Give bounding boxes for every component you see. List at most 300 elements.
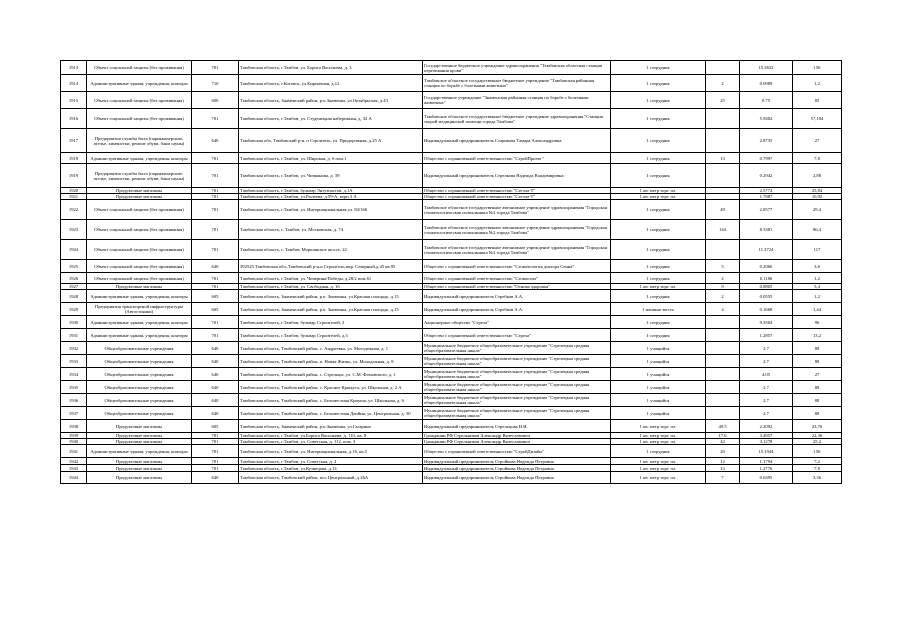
unit-count-cell: 9 [706,284,740,290]
object-address-cell: Тамбовская обл, Тамбовский р-н, п Строитель, ул. Придорожная, д.25 А [239,129,423,153]
object-type-cell: Объект социальной защиты (без проживания) [87,240,192,260]
object-type-cell: Продуктовые магазины [87,284,192,290]
object-address-cell: 392525 Тамбовская обл.,Тамбовский р-н,п.Строитель,мкр. Северный,д.45 кв.95 [239,260,423,273]
object-type-cell: Административные здания, учреждения, конторы [87,445,192,458]
row-number-cell: 1922 [61,200,87,220]
calculation-unit-cell: 1 сотрудник [611,92,706,109]
table-row [61,303,842,316]
object-type-cell: Предприятия транспортной инфраструктуры (Автостоянки) [87,303,192,316]
table-row [61,200,842,220]
table-row [61,273,842,284]
annual-volume-cell: 0.7997 [740,153,793,164]
annual-volume-cell: 2.8735 [740,129,793,153]
object-type-cell: Продуктовые магазины [87,188,192,194]
norm-value-cell: 88 [793,407,842,420]
norm-value-cell: 88 [793,381,842,394]
organization-name-cell: Общество с ограниченной ответственностью "Стелла-Т" [423,194,611,200]
object-address-cell: Тамбовская область, г.Тамбов, ул. Советская, д. 112, пом. 3 [239,439,423,445]
table-row [61,153,842,164]
norm-value-cell: 1,44 [793,303,842,316]
object-type-cell: Объект социальной защиты (без проживания) [87,220,192,240]
object-address-cell: Тамбовская область, г.Тамбов, бульвар Энтузиастов, д.1А [239,188,423,194]
organization-name-cell: Муниципальное бюджетное общеобразовательное учреждение "Стрелецкая средняя общеобразовательная школа" [423,407,611,420]
organization-name-cell: Индивидуальный предприниматель Стройкова Надежда Петровна [423,472,611,484]
unit-count-cell: 25 [706,92,740,109]
row-number-cell: 1944 [61,472,87,484]
object-address-cell: Тамбовская область, г.Тамбов, ул. Бориса Васильева, д. 3 [239,61,423,75]
annual-volume-cell: 15.1944 [740,445,793,458]
okato-code-cell: 640 [192,381,239,394]
object-address-cell: Тамбовская область, г.Тамбов, ул.Кузнецова, д.13 [239,465,423,472]
okato-code-cell: 701 [192,458,239,465]
unit-count-cell: 4 [706,303,740,316]
calculation-unit-cell: 1 сотрудник [611,329,706,342]
annual-volume-cell: 5.9402 [740,109,793,129]
calculation-unit-cell: 1 учащийся [611,394,706,407]
norm-value-cell: 7,8 [793,465,842,472]
calculation-unit-cell: 1 кв. метр торг. пл. [611,472,706,484]
object-type-cell: Объект социальной защиты (без проживания) [87,260,192,273]
unit-count-cell [706,316,740,329]
norm-value-cell: 10,92 [793,194,842,200]
annual-volume-cell: 2.7 [740,342,793,355]
organization-name-cell: Общество с ограниченной ответственностью "Основа здоровья" [423,284,611,290]
okato-code-cell: 701 [192,316,239,329]
norm-value-cell: 27 [793,368,842,381]
registry-rows [61,61,842,484]
object-address-cell: Тамбовская область, Знаменский район, р.п. Знаменка, ул.Красная площадь, д.15 [239,290,423,303]
object-address-cell: Тамбовская область, г.Тамбов, ул. Интернациональная ул. 84/166 [239,200,423,220]
object-type-cell: Предприятия службы быта (парикмахерские, ателье, химчистки, ремонт обуви, бани сауны) [87,164,192,188]
object-address-cell: Тамбовская область, Тамбовский район, пос.Центральный, д.26А [239,472,423,484]
object-address-cell: Тамбовская область, г.Тамбов, ул. Студенецкая набережная, д. 32 А [239,109,423,129]
object-type-cell: Административные здания, учреждения, конторы [87,316,192,329]
calculation-unit-cell: 1 сотрудник [611,153,706,164]
norm-value-cell: 85 [793,92,842,109]
row-number-cell: 1933 [61,355,87,368]
table-row [61,220,842,240]
unit-count-cell [706,342,740,355]
norm-value-cell: 13,2 [793,329,842,342]
row-number-cell: 1937 [61,407,87,420]
unit-count-cell [706,381,740,394]
annual-volume-cell: 1.2857 [740,329,793,342]
table-row [61,329,842,342]
unit-count-cell: 2 [706,75,740,92]
table-row [61,129,842,153]
okato-code-cell: 701 [192,445,239,458]
annual-volume-cell: 1.1794 [740,458,793,465]
norm-value-cell: 29,4 [793,200,842,220]
okato-code-cell: 701 [192,153,239,164]
calculation-unit-cell: 1 сотрудник [611,220,706,240]
object-address-cell: Тамбовская область, Тамбовский район, с. Беломестная Криуша, ул. Школьная, д. 6 [239,394,423,407]
table-row [61,92,842,109]
annual-volume-cell: 2.7 [740,394,793,407]
norm-value-cell: 156 [793,61,842,75]
row-number-cell: 1923 [61,220,87,240]
okato-code-cell: 710 [192,75,239,92]
organization-name-cell: Индивидуальный предприниматель Стройкова Надежда Петровна [423,458,611,465]
okato-code-cell: 605 [192,303,239,316]
annual-volume-cell: 3.4957 [740,433,793,439]
norm-value-cell: 88 [793,342,842,355]
object-address-cell: Тамбовская область, Знаменский район, р.п. Знаменка, ул.Красная площадь, д.15 [239,303,423,316]
annual-volume-cell: 0.2942 [740,164,793,188]
organization-name-cell: Индивидуальный предприниматель Стройкова Надежда Петровна [423,465,611,472]
table-row [61,465,842,472]
object-address-cell: Тамбовская область, Знаменский район, р.п.Знаменка, ул.Октябрьская, д.43 [239,92,423,109]
object-address-cell: Тамбовская область, Тамбовский район, с. Беломестная Двойня, ул. Центральная, д. 50 [239,407,423,420]
okato-code-cell: 701 [192,329,239,342]
organization-name-cell: Муниципальное бюджетное общеобразовательное учреждение "Стрелецкая средняя общеобразовательная школа" [423,368,611,381]
okato-code-cell: 701 [192,240,239,260]
object-address-cell: Тамбовская область, г. Тамбов, ул. Московская, д. 74 [239,220,423,240]
object-address-cell: Тамбовская область, г.Тамбов, ул. Чичканова, д. 39 [239,164,423,188]
unit-count-cell [706,394,740,407]
row-number-cell: 1942 [61,458,87,465]
object-type-cell: Продуктовые магазины [87,458,192,465]
norm-value-cell: 117 [793,240,842,260]
object-address-cell: Тамбовская область, Знаменский район, р.п.Знаменка, ул.Гагарина [239,420,423,433]
object-type-cell: Общеобразовательные учреждения [87,368,192,381]
calculation-unit-cell: 1 сотрудник [611,290,706,303]
table-row [61,472,842,484]
norm-value-cell: 25,84 [793,188,842,194]
organization-name-cell: Муниципальное бюджетное общеобразовательное учреждение "Стрелецкая средняя общеобразовательная школа" [423,394,611,407]
calculation-unit-cell: 1 учащийся [611,368,706,381]
organization-name-cell: Общество с ограниченной ответственностью "СтройПроект" [423,153,611,164]
registry-sheet [60,60,841,484]
annual-volume-cell: 0.1668 [740,303,793,316]
norm-value-cell: 88 [793,355,842,368]
annual-volume-cell: 11.3724 [740,240,793,260]
object-address-cell: Тамбовская область, г.Тамбов, ул. Свободная, д. 16 [239,284,423,290]
row-number-cell: 1936 [61,394,87,407]
row-number-cell: 1943 [61,465,87,472]
row-number-cell: 1925 [61,260,87,273]
annual-volume-cell: 1.7887 [740,194,793,200]
object-address-cell: Тамбовская область, г.Тамбов, ул.Бориса Васильева, д. 110, кв. 8 [239,433,423,439]
okato-code-cell: 701 [192,188,239,194]
object-type-cell: Общеобразовательные учреждения [87,355,192,368]
okato-code-cell: 701 [192,194,239,200]
object-type-cell: Объект социальной защиты (без проживания) [87,61,192,75]
norm-value-cell: 22,36 [793,433,842,439]
annual-volume-cell: 2.2092 [740,420,793,433]
object-address-cell: Тамбовская область, г.Тамбов, бульвар Строителей, д.3 [239,329,423,342]
object-type-cell: Продуктовые магазины [87,194,192,200]
table-row [61,75,842,92]
annual-volume-cell: 2.8577 [740,200,793,220]
unit-count-cell [706,355,740,368]
organization-name-cell: Общество с ограниченной ответственностью "Стелла-Т" [423,188,611,194]
okato-code-cell: 640 [192,129,239,153]
norm-value-cell: 1,2 [793,273,842,284]
unit-count-cell [706,329,740,342]
okato-code-cell: 701 [192,284,239,290]
organization-name-cell: Тамбовское областное государственное автономное учреждение здравоохранения "Городская стоматологическая поликлиника №2 города Тамбова" [423,200,611,220]
okato-code-cell: 640 [192,472,239,484]
object-address-cell: Тамбовская область, г.Тамбов, ул. Чичерина/Победы, д.28/2 пом.61 [239,273,423,284]
norm-value-cell: 88 [793,394,842,407]
row-number-cell: 1924 [61,240,87,260]
annual-volume-cell: 8.3381 [740,220,793,240]
okato-code-cell: 701 [192,439,239,445]
object-type-cell: Объект социальной защиты (без проживания) [87,109,192,129]
object-type-cell: Административные здания, учреждения, конторы [87,329,192,342]
unit-count-cell [706,109,740,129]
organization-name-cell: Индивидуальный предприниматель Стребков А.А. [423,290,611,303]
norm-value-cell: 25,2 [793,439,842,445]
norm-value-cell: 1,2 [793,75,842,92]
table-row [61,109,842,129]
norm-value-cell: 86,4 [793,220,842,240]
object-type-cell: Продуктовые магазины [87,433,192,439]
unit-count-cell [706,129,740,153]
object-type-cell: Продуктовые магазины [87,439,192,445]
row-number-cell: 1931 [61,329,87,342]
object-address-cell: Тамбовская область, г. Тамбов, Моршанское шоссе, 22 [239,240,423,260]
calculation-unit-cell: 1 кв. метр торг. пл. [611,188,706,194]
okato-code-cell: 640 [192,368,239,381]
object-address-cell: Тамбовская область, Тамбовский район, с. Красное Кршкута, ул. Школьная, д. 2 А [239,381,423,394]
unit-count-cell [706,368,740,381]
unit-count-cell: 2 [706,273,740,284]
okato-code-cell: 640 [192,394,239,407]
row-number-cell: 1918 [61,153,87,164]
row-number-cell: 1917 [61,129,87,153]
unit-count-cell [706,164,740,188]
okato-code-cell: 701 [192,200,239,220]
object-type-cell: Административные здания, учреждения, конторы [87,290,192,303]
object-type-cell: Общеобразовательные учреждения [87,394,192,407]
organization-name-cell: Тамбовское областное государственное бюджетное учреждение "Тамбовская районная станция по борьбе с болезнями животных" [423,75,611,92]
unit-count-cell [706,407,740,420]
calculation-unit-cell: 1 сотрудник [611,240,706,260]
okato-code-cell: 701 [192,164,239,188]
object-type-cell: Объект социальной защиты (без проживания) [87,200,192,220]
unit-count-cell: 20 [706,445,740,458]
norm-value-cell: 3,6 [793,260,842,273]
calculation-unit-cell: 1 учащийся [611,355,706,368]
calculation-unit-cell: 1 кв. метр торг. пл. [611,194,706,200]
organization-name-cell: Общество с ограниченной ответственностью "Стрела" [423,329,611,342]
unit-count-cell: 13 [706,465,740,472]
calculation-unit-cell: 1 сотрудник [611,164,706,188]
annual-volume-cell: 2.7 [740,381,793,394]
unit-count-cell: 13 [706,153,740,164]
table-row [61,290,842,303]
organization-name-cell: Акционерное общество "Стрела" [423,316,611,329]
calculation-unit-cell: 1 сотрудник [611,273,706,284]
organization-name-cell: Муниципальное бюджетное общеобразовательное учреждение "Стрелецкая средняя общеобразовательная школа" [423,355,611,368]
unit-count-cell [706,240,740,260]
calculation-unit-cell: 1 учащийся [611,342,706,355]
unit-count-cell [706,61,740,75]
calculation-unit-cell: 1 кв. метр торг. пл. [611,465,706,472]
calculation-unit-cell: 1 кв. метр торг. пл. [611,433,706,439]
calculation-unit-cell: 1 машино-место [611,303,706,316]
okato-code-cell: 701 [192,109,239,129]
object-address-cell: Тамбовская область, Тамбовский район, с. Андреевка, ул. Молодежная, д. 1 [239,342,423,355]
row-number-cell: 1941 [61,445,87,458]
organization-name-cell: Гражданин РФ Стрельников Александр Вячеславович [423,433,611,439]
annual-volume-cell: 9.3504 [740,316,793,329]
calculation-unit-cell: 1 сотрудник [611,200,706,220]
annual-volume-cell: 0.1186 [740,273,793,284]
object-type-cell: Административные здания, учреждения, конторы [87,153,192,164]
unit-count-cell: 12 [706,458,740,465]
calculation-unit-cell: 1 сотрудник [611,61,706,75]
table-row [61,445,842,458]
table-row [61,355,842,368]
unit-count-cell: 5 [706,260,740,273]
object-address-cell: Тамбовская область, г.Тамбов, ул. Интернациональная, д.16, кв.5 [239,445,423,458]
table-row [61,240,842,260]
organization-name-cell: Гражданин РФ Стрельников Александр Вячеславович [423,439,611,445]
organization-name-cell: Индивидуальный предприниматель Стребков А.А. [423,303,611,316]
row-number-cell: 1929 [61,303,87,316]
table-row [61,316,842,329]
okato-code-cell: 640 [192,355,239,368]
organization-name-cell: Тамбовское областное государственное автономное учреждение здравоохранения "Городская стоматологическая поликлиника №2 города Тамбова" [423,240,611,260]
annual-volume-cell: 0.6395 [740,472,793,484]
table-row [61,407,842,420]
annual-volume-cell: 2.5774 [740,188,793,194]
row-number-cell: 1927 [61,284,87,290]
unit-count-cell: 7 [706,472,740,484]
annual-volume-cell: 0.0555 [740,290,793,303]
row-number-cell: 1938 [61,420,87,433]
row-number-cell: 1928 [61,290,87,303]
organization-name-cell: Общество с ограниченной ответственностью "Стомастил" [423,273,611,284]
table-row [61,61,842,75]
norm-value-cell: 156 [793,445,842,458]
object-type-cell: Объект социальной защиты (без проживания) [87,273,192,284]
object-address-cell: Тамбовская область, г.Тамбов, ул. Советская, д. 2 [239,458,423,465]
calculation-unit-cell: 1 кв. метр торг. пл. [611,420,706,433]
row-number-cell: 1919 [61,164,87,188]
object-type-cell: Общеобразовательные учреждения [87,381,192,394]
annual-volume-cell: 1.2776 [740,465,793,472]
registry-table [60,60,842,484]
calculation-unit-cell: 1 сотрудник [611,75,706,92]
table-row [61,458,842,465]
okato-code-cell: 600 [192,92,239,109]
calculation-unit-cell: 1 сотрудник [611,316,706,329]
row-number-cell: 1932 [61,342,87,355]
okato-code-cell: 640 [192,260,239,273]
norm-value-cell: 23,76 [793,420,842,433]
row-number-cell: 1920 [61,188,87,194]
table-row [61,342,842,355]
table-row [61,381,842,394]
unit-count-cell: 49 [706,200,740,220]
object-address-cell: Тамбовская область, г.Тамбов, бульвар Строителей, 3 [239,316,423,329]
norm-value-cell: 3,36 [793,472,842,484]
calculation-unit-cell: 1 сотрудник [611,109,706,129]
annual-volume-cell: 2.7 [740,355,793,368]
table-row [61,420,842,433]
annual-volume-cell: 0.0989 [740,75,793,92]
annual-volume-cell: 0.8805 [740,284,793,290]
object-address-cell: Тамбовская область, Тамбовский район, п. Новая Жизнь, ул. Молодежная, д. 8 [239,355,423,368]
object-type-cell: Общеобразовательные учреждения [87,407,192,420]
object-type-cell: Объект социальной защиты (без проживания) [87,92,192,109]
object-type-cell: Продуктовые магазины [87,472,192,484]
object-type-cell: Общеобразовательные учреждения [87,342,192,355]
row-number-cell: 1930 [61,316,87,329]
organization-name-cell: Муниципальное бюджетное общеобразовательное учреждение "Стрелецкая средняя общеобразовательная школа" [423,381,611,394]
unit-count-cell: 17.6 [706,433,740,439]
okato-code-cell: 701 [192,273,239,284]
organization-name-cell: Индивидуальный предприниматель Стрелкова Надежда Владимировна [423,164,611,188]
row-number-cell: 1926 [61,273,87,284]
table-row [61,260,842,273]
annual-volume-cell: 2.7 [740,407,793,420]
unit-count-cell: 49.5 [706,420,740,433]
calculation-unit-cell: 1 кв. метр торг. пл. [611,439,706,445]
row-number-cell: 1940 [61,439,87,445]
annual-volume-cell: 15.3632 [740,61,793,75]
object-address-cell: Тамбовская область, г.Тамбов, ул. Широкая, д. 6 пом.1 [239,153,423,164]
calculation-unit-cell: 1 сотрудник [611,445,706,458]
unit-count-cell: 144 [706,220,740,240]
norm-value-cell: 7,2 [793,458,842,465]
norm-value-cell: 5,4 [793,284,842,290]
norm-value-cell: 7,8 [793,153,842,164]
okato-code-cell: 701 [192,220,239,240]
row-number-cell: 1935 [61,381,87,394]
annual-volume-cell: 0.2966 [740,260,793,273]
okato-code-cell: 640 [192,342,239,355]
row-number-cell: 1914 [61,75,87,92]
row-number-cell: 1913 [61,61,87,75]
object-address-cell: Тамбовская область, г.Котовск, ул.Кирпичная, д.12 [239,75,423,92]
organization-name-cell: Государственное учреждение "Знаменская районная станция по борьбе с болезнями животных" [423,92,611,109]
calculation-unit-cell: 1 кв. метр торг. пл. [611,284,706,290]
norm-value-cell: 96 [793,316,842,329]
table-row [61,368,842,381]
norm-value-cell: 57,104 [793,109,842,129]
okato-code-cell: 701 [192,465,239,472]
norm-value-cell: 27 [793,129,842,153]
row-number-cell: 1934 [61,368,87,381]
norm-value-cell: 1,2 [793,290,842,303]
okato-code-cell: 640 [192,407,239,420]
object-type-cell: Предприятия службы быта (парикмахерские, ателье, химчистки, ремонт обуви, бани сауны) [87,129,192,153]
okato-code-cell: 605 [192,420,239,433]
unit-count-cell: 42 [706,439,740,445]
okato-code-cell: 701 [192,61,239,75]
object-type-cell: Продуктовые магазины [87,420,192,433]
okato-code-cell: 701 [192,433,239,439]
organization-name-cell: Общество с ограниченной ответственностью "СтройДизайн" [423,445,611,458]
norm-value-cell: 2,88 [793,164,842,188]
table-row [61,394,842,407]
organization-name-cell: Тамбовское областное государственное бюджетное учреждение здравоохранения "Станция скорой медицинской помощи города Тамбова" [423,109,611,129]
row-number-cell: 1939 [61,433,87,439]
organization-name-cell: Тамбовское областное государственное автономное учреждение здравоохранения "Городская стоматологическая поликлиника №2 города Тамбова" [423,220,611,240]
object-type-cell: Продуктовые магазины [87,465,192,472]
annual-volume-cell: 4.05 [740,368,793,381]
table-row [61,164,842,188]
organization-name-cell: Общество с ограниченной ответственностью "Стоматология доктора Сеина" [423,260,611,273]
okato-code-cell: 605 [192,290,239,303]
organization-name-cell: Государственное бюджетное учреждение здравоохранения "Тамбовская областная станция переливания крови" [423,61,611,75]
organization-name-cell: Индивидуальный предприниматель Стрельцова Н.И. [423,420,611,433]
